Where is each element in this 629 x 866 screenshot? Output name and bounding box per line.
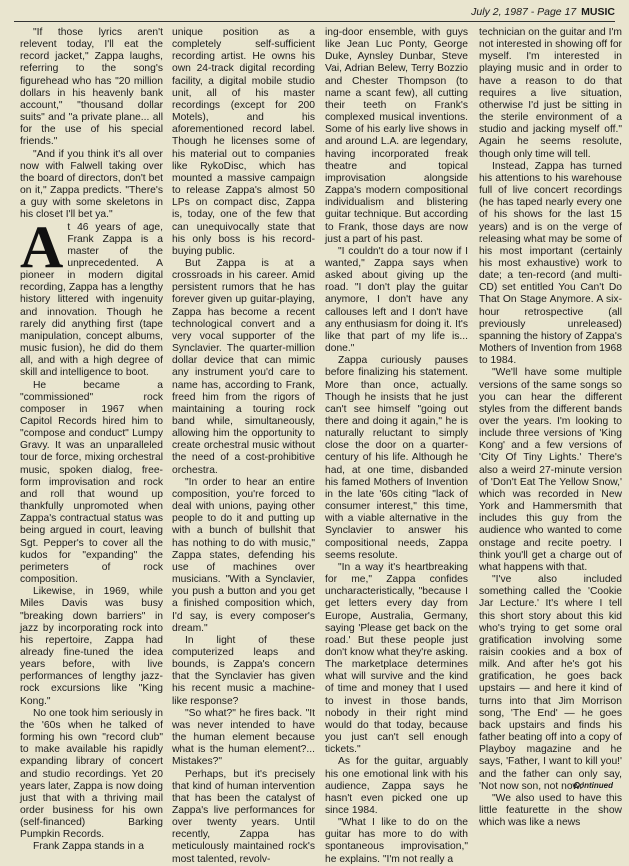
article-column-1	[20, 27, 163, 853]
section-label: MUSIC	[581, 6, 615, 18]
paragraph-text: "What I like to do on the guitar has more to do with spontaneous improvisation," he explains. "I'm not really a	[325, 817, 468, 865]
paragraph-text: "I've also included something called the 'Cookie Jar Lecture.' It's where I tell this short story about this kid who's trying to get some oral gratification involving some raisin cookies and a box of milk. And after he's got his gratification, he goes back upstairs — and here it kind of turns into that Jim Morrison song, 'The End' — he goes back upstairs and finds his father beating off into a copy of Playboy magazine and he says, 'Father, I want to kill you!' and the father can only say, 'Not now son, not now.'	[479, 574, 622, 792]
paragraph-text: As for the guitar, arguably his one emotional link with his audience, Zappa says he hasn't even picked one up since 1984.	[325, 756, 468, 816]
page-header	[14, 6, 615, 20]
article-column-4	[479, 27, 622, 829]
article-paragraph	[325, 355, 468, 562]
article-paragraph	[20, 586, 163, 708]
article-paragraph	[20, 841, 163, 853]
continued-label: Continued	[573, 781, 613, 790]
article-paragraph	[325, 756, 468, 817]
article-paragraph	[20, 27, 163, 149]
header-rule	[14, 21, 615, 22]
paragraph-text: Frank Zappa stands in a	[33, 841, 145, 853]
paragraph-text: ing-door ensemble, with guys like Jean Luc Ponty, George Duke, Aynsley Dunbar, Steve Vai, Adrian Belew, Terry Bozzio and Chester Thompson (to name a scant few), all cutting their teeth on Frank's complexed musical inventions. Some of his early live shows in and around L.A. are legendary, having incorporated freak theatre and topical improvisation alongside Zappa's modern compositional individualism and blistering guitar technique. But according to Frank, those days are now just a part of his past.	[325, 27, 468, 245]
article-paragraph	[479, 574, 622, 793]
article-paragraph	[20, 213, 163, 380]
article-paragraph	[479, 367, 622, 574]
paragraph-text: Likewise, in 1969, while Miles Davis was busy "breaking down barriers" in jazz by incorporating rock into his repertoire, Zappa had already fine-tuned the idea years before, with live performances of lengthy jazz-rock excursions like "King Kong."	[20, 586, 163, 707]
article-column-2	[172, 27, 315, 865]
paragraph-text: But Zappa is at a crossroads in his career. Amid persistent rumors that he has forever given up guitar-playing, Zappa has become a recent technological convert and a very vocal supporter of the Synclavier. The quarter-million dollar device that can mimic any instrument you'd care to name has, according to Frank, freed him from the rigors of maintaining a touring rock band while, simultaneously, allowing him the opportunity to create orchestral music without the need of a cost-prohibitive orchestra.	[172, 257, 315, 476]
paragraph-text: "If those lyrics aren't relevent today, I'll eat the record jacket," Zappa laughs, referring to the song's figurehead who has "20 million dollars in his heavenly bank account," "thousand dollar suits" and "a private plane... all for the use of his special friends."	[20, 27, 163, 148]
article-paragraph	[172, 635, 315, 708]
article-paragraph	[479, 793, 622, 829]
paragraph-text: He became a "commissioned" rock composer in 1967 when Capitol Records hired him to "compose and conduct" Lumpy Gravy. It was an unparalleled tour de force, mixing orchestral music, spoken dialog, free-form improvisation and rock and roll that wound up thankfully unpromoted when Zappa's contractual status was being argued in court, leaving Sgt. Pepper's to cover all the kudos for "expanding" the perimeters of rock composition.	[20, 379, 163, 586]
article-paragraph	[325, 27, 468, 246]
article-paragraph	[20, 380, 163, 587]
paragraph-text: "In order to hear an entire composition, you're forced to deal with unions, paying other people to do it and putting up with a bunch of bullshit that has nothing to do with music," Zappa states, defending his use of machines over musicians. "With a Synclavier, you push a button and you get a finished composition which, I'd say, is every composer's dream."	[172, 476, 315, 634]
paragraph-text: "In a way it's heartbreaking for me," Zappa confides uncharacteristically, "because I get letters every day from Europe, Australia, Germany, saying 'Please get back on the road.' But these people just don't know what they're asking. The marketplace determines what will survive and the kind of time and money that I used to invest in those bands, nobody in their right mind would do that today, because you just can't sell enough tickets."	[325, 561, 468, 756]
date-page-label: July 2, 1987 - Page 17	[471, 6, 577, 18]
article-paragraph	[172, 708, 315, 769]
paragraph-text: No one took him seriously in the '60s when he talked of forming his own "record club" to make available his rapidly expanding library of concert and studio recordings. Yet 20 years later, Zappa is now doing just that with a thriving mail order business for his own (self-financed) Barking Pumpkin Records.	[20, 707, 163, 841]
article-paragraph	[325, 246, 468, 355]
paragraph-text: "We'll have some multiple versions of the same songs so you can hear the different styles from the different bands over the years. I'm looking to include three versions of 'King Kong' and a few versions of 'City Of Tiny Lights.' There's also a weird 27-minute version of 'Don't Eat The Yellow Snow,' which was recorded in New York and Hammersmith that includes this guy from the audience who wanted to come onstage and recite poetry. I think you'll get a charge out of what happens with that.	[479, 367, 622, 573]
article-paragraph	[479, 27, 622, 161]
paragraph-text: Perhaps, but it's precisely that kind of human intervention that has been the catalyst of Zappa's live performances for over twenty years. Until recently, Zappa has meticulously maintained rock's most talented, revolv-	[172, 768, 315, 865]
article-paragraph	[172, 27, 315, 258]
article-paragraph	[172, 477, 315, 635]
paragraph-text: "And if you think it's all over now with Falwell taking over the board of directors, don't bet on it," Zappa predicts. "There's a guy with some skeletons in his closet I'll bet ya."	[20, 148, 163, 221]
drop-cap-letter: A	[20, 213, 64, 280]
paragraph-text: t 46 years of age, Frank Zappa is a master of the unprecedented. A pioneer in modern digital recording, Zappa has a lengthy history littered with ingenuity and innovation. Though he rarely did anything first (tape manipulation, concept albums, music fusion), he did do them all, and with a high degree of skill and intelligence to boot.	[20, 221, 163, 379]
paragraph-text: "So what?" he fires back. "It was never intended to have the human element because what is the human element?... Mistakes?"	[172, 707, 315, 768]
paragraph-text: In light of these computerized leaps and bounds, is Zappa's concern that the Synclavier has given his recent music a machine-like response?	[172, 634, 315, 707]
article-column-3	[325, 27, 468, 865]
article-paragraph	[479, 161, 622, 368]
paragraph-text: technician on the guitar and I'm not interested in showing off for myself. I'm interested in playing music and in order to have a reason to do that requires a live situation, otherwise I'd just be sitting in the sterile environment of a studio and jacking myself off." Again he seems resolute, though only time will tell.	[479, 27, 622, 160]
article-paragraph	[20, 708, 163, 842]
paragraph-text: "I couldn't do a tour now if I wanted," Zappa says when asked about giving up the road. "I don't play the guitar anymore, I don't have any callouses left and I don't have any enthusiasm for doing it. It's like that part of my life is... done."	[325, 245, 468, 355]
paragraph-text: Zappa curiously pauses before finalizing his statement. More than once, actually. Though he insists that he just can't see himself "going out there and doing it again," he is naturally reluctant to simply close the door on a quarter-century of his life. Although he had, at one time, disbanded his famed Mothers of Invention in the late '60s citing "lack of consumer interest," this time, with a viable alternative in the Synclavier to answer his compositional needs, Zappa seems resolute.	[325, 355, 468, 561]
paragraph-text: Instead, Zappa has turned his attentions to his warehouse full of live concert recordings (he has taped nearly every one of his shows for the last 15 years) and is on the verge of releasing what may be some of his most important (certainly his most exhaustive) work to date; a ten-record (and multi-CD) set entitled You Can't Do That On Stage Anymore. A six-hour retrospective (all previously unreleased) spanning the history of Zappa's Mothers of Invention from 1968 to 1984.	[479, 160, 622, 367]
article-paragraph	[325, 562, 468, 757]
paragraph-text: "We also used to have this little featurette in the show which was like a news	[479, 792, 622, 829]
article-paragraph	[20, 149, 163, 222]
paragraph-text: unique position as a completely self-sufficient recording artist. He owns his own 24-track digital recording facility, a digital mobile studio unit, all of his master recordings (except for 200 Motels), and his aforementioned record label. Though he licenses some of his material out to companies like RykoDisc, which has mounted a massive campaign to release Zappa's almost 50 LPs on compact disc, Zappa is, today, one of the few that can unequivocally state that his only boss is his record-buying public.	[172, 27, 315, 257]
article-paragraph	[172, 769, 315, 866]
article-paragraph	[172, 258, 315, 477]
article-paragraph	[325, 817, 468, 866]
